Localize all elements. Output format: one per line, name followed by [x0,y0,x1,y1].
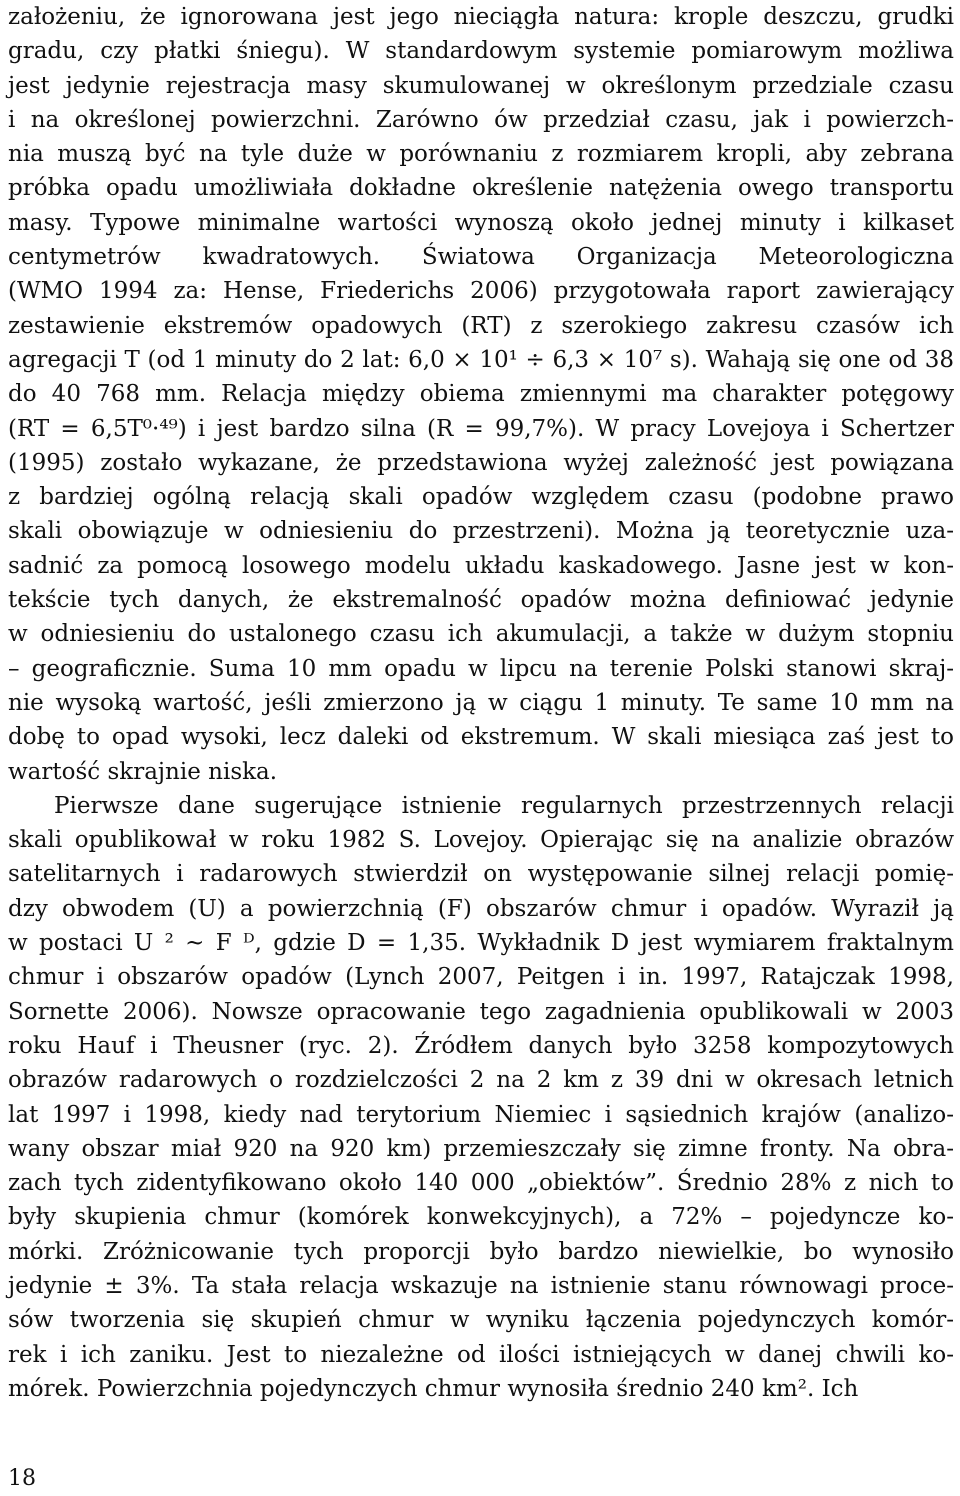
text-line: obrazów radarowych o rozdzielczości 2 na 2 km z 39 dni w okresach letnich [8,1067,954,1094]
text-line: centymetrów kwadratowych. Światowa Organizacja Meteorologiczna [8,244,954,271]
text-line: satelitarnych i radarowych stwierdził on występowanie silnej relacji pomię- [8,861,954,888]
text-line: (WMO 1994 za: Hense, Friederichs 2006) przygotowała raport zawierający [8,278,954,305]
text-line: agregacji T (od 1 minuty do 2 lat: 6,0 × 10¹ ÷ 6,3 × 10⁷ s). Wahają się one od 38 [8,346,954,373]
text-line: z bardziej ogólną relacją skali opadów względem czasu (podobne prawo [8,484,954,511]
text-line: zestawienie ekstremów opadowych (RT) z szerokiego zakresu czasów ich [8,312,954,339]
page-body [8,0,954,1406]
text-line: jedynie ± 3%. Ta stała relacja wskazuje na istnienie stanu równowagi proce- [8,1272,954,1299]
text-line: mórek. Powierzchnia pojedynczych chmur wynosiła średnio 240 km². Ich [8,1375,859,1402]
text-line: gradu, czy płatki śniegu). W standardowym systemie pomiarowym możliwa [8,38,954,65]
text-line: były skupienia chmur (komórek konwekcyjnych), a 72% – pojedyncze ko- [8,1204,954,1231]
text-line: masy. Typowe minimalne wartości wynoszą około jednej minuty i kilkaset [8,209,954,236]
text-line: do 40 768 mm. Relacja między obiema zmiennymi ma charakter potęgowy [8,381,954,408]
text-line: i na określonej powierzchni. Zarówno ów przedział czasu, jak i powierzch- [8,106,954,133]
text-line: Pierwsze dane sugerujące istnienie regularnych przestrzennych relacji [54,792,954,819]
text-line: tekście tych danych, że ekstremalność opadów można definiować jedynie [8,587,954,614]
text-line: wany obszar miał 920 na 920 km) przemieszczały się zimne fronty. Na obra- [8,1135,954,1162]
paragraph-2 [8,789,954,1406]
text-line: skali obowiązuje w odniesieniu do przestrzeni). Można ją teoretycznie uza- [8,518,954,545]
text-line: lat 1997 i 1998, kiedy nad terytorium Niemiec i sąsiednich krajów (analizo- [8,1101,954,1128]
text-line: (RT = 6,5T⁰·⁴⁹) i jest bardzo silna (R = 99,7%). W pracy Lovejoya i Schertzer [8,415,954,442]
text-line: wartość skrajnie niska. [8,758,278,785]
text-line: – geograficznie. Suma 10 mm opadu w lipcu na terenie Polski stanowi skraj- [8,655,954,682]
text-line: chmur i obszarów opadów (Lynch 2007, Peitgen i in. 1997, Ratajczak 1998, [8,964,954,991]
text-line: mórki. Zróżnicowanie tych proporcji było bardzo niewielkie, bo wynosiło [8,1238,954,1265]
text-line: roku Hauf i Theusner (ryc. 2). Źródłem danych było 3258 kompozytowych [8,1032,954,1059]
text-line: jest jedynie rejestracja masy skumulowanej w określonym przedziale czasu [8,72,954,99]
text-line: nia muszą być na tyle duże w porównaniu z rozmiarem kropli, aby zebrana [8,141,954,168]
text-line: Sornette 2006). Nowsze opracowanie tego zagadnienia opublikowali w 2003 [8,998,954,1025]
text-line: dobę to opad wysoki, lecz daleki od ekstremum. W skali miesiąca zaś jest to [8,724,954,751]
text-line: dzy obwodem (U) a powierzchnią (F) obszarów chmur i opadów. Wyraził ją [8,895,954,922]
text-line: w postaci U ² ~ F ᴰ, gdzie D = 1,35. Wykładnik D jest wymiarem fraktalnym [8,930,954,957]
text-line: zach tych zidentyfikowano około 140 000 „obiektów”. Średnio 28% z nich to [8,1170,954,1197]
paragraph-1 [8,0,954,789]
text-line: skali opublikował w roku 1982 S. Lovejoy. Opierając się na analizie obrazów [8,827,954,854]
text-line: sów tworzenia się skupień chmur w wyniku łączenia pojedynczych komór- [8,1307,954,1334]
text-line: rek i ich zaniku. Jest to niezależne od ilości istniejących w danej chwili ko- [8,1341,954,1368]
text-line: założeniu, że ignorowana jest jego nieciągła natura: krople deszczu, grudki [8,4,954,30]
text-line: (1995) zostało wykazane, że przedstawiona wyżej zależność jest powiązana [8,449,954,476]
page-number: 18 [8,1466,36,1491]
text-line: w odniesieniu do ustalonego czasu ich akumulacji, a także w dużym stopniu [8,621,954,648]
text-line: sadnić za pomocą losowego modelu układu kaskadowego. Jasne jest w kon- [8,552,954,579]
text-line: próbka opadu umożliwiała dokładne określenie natężenia owego transportu [8,175,954,202]
text-line: nie wysoką wartość, jeśli zmierzono ją w ciągu 1 minuty. Te same 10 mm na [8,689,954,716]
